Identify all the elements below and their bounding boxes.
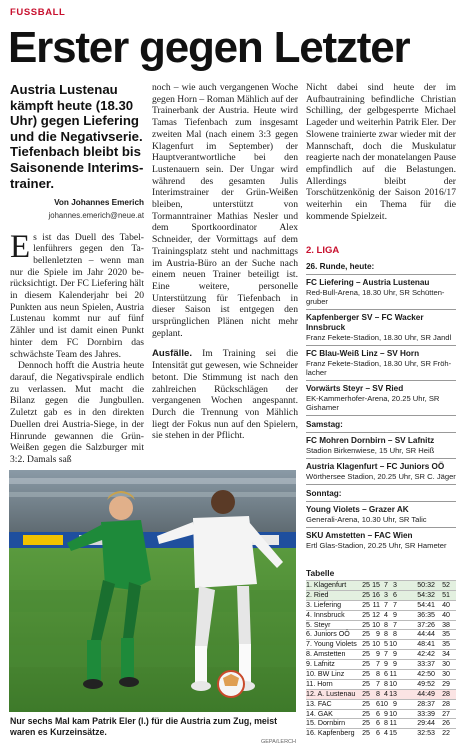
table-cell-goals: 33:37 — [417, 660, 435, 669]
table-cell-gp: 25 — [362, 719, 370, 728]
table-cell-d: 6 — [384, 670, 388, 679]
table-cell-w: 7 — [376, 679, 380, 688]
table-cell-d: 7 — [384, 581, 388, 589]
liga-fixtures — [306, 245, 456, 553]
table-cell-w: 6 — [376, 729, 380, 738]
paragraph-2: Dennoch hofft die Austria heute darauf, die Negativspirale endlich zu verlassen. Mut macht die Bilanz gegen die Jungbullen. Zuletzt gab es in den direkten Duellen drei Austria-Siege, in der Hinrunde gewannen die Grün-Weißen gegen die Salzburger mit 3:2. Damals saß — [10, 360, 144, 465]
table-row — [306, 728, 456, 738]
table-cell-l: 9 — [393, 660, 397, 669]
fixture-teams: Vorwärts Steyr – SV Ried — [306, 384, 404, 393]
table-cell-d: 8 — [384, 679, 388, 688]
fixture-item — [306, 432, 456, 458]
table-cell-pts: 40 — [442, 610, 450, 619]
fixture-venue: Generali-Arena, 10.30 Uhr, SR Talic — [306, 515, 427, 524]
fixture-teams: FC Mohren Dornbirn – SV Lafnitz — [306, 436, 435, 445]
table-cell-l: 10 — [389, 640, 397, 649]
table-cell-gp: 25 — [362, 709, 370, 718]
day-heading-sunday: Sonntag: — [306, 484, 456, 501]
fixture-teams: Young Violets – Grazer AK — [306, 505, 409, 514]
table-row — [306, 610, 456, 620]
table-cell-d: 4 — [384, 689, 388, 698]
table-cell-gp: 25 — [362, 660, 370, 669]
table-cell-goals: 32:53 — [417, 729, 435, 738]
table-row — [306, 669, 456, 679]
table-cell-pts: 27 — [442, 709, 450, 718]
dropcap: E — [10, 228, 31, 265]
table-cell-gp: 25 — [362, 590, 370, 599]
table-cell-d: 8 — [384, 630, 388, 639]
table-row — [306, 689, 456, 699]
byline: Von Johannes Emerich — [54, 198, 144, 208]
table-cell-team: 8. Amstetten — [306, 650, 346, 659]
table-cell-l: 10 — [389, 709, 397, 718]
article-body-col1 — [10, 228, 144, 466]
table-cell-team: 3. Liefering — [306, 600, 342, 609]
table-cell-gp: 25 — [362, 679, 370, 688]
table-row — [306, 620, 456, 630]
paragraph-1 — [10, 228, 144, 361]
fixture-item — [306, 345, 456, 380]
table-cell-goals: 33:39 — [417, 709, 435, 718]
table-cell-w: 6 — [376, 699, 380, 708]
table-cell-l: 13 — [389, 689, 397, 698]
table-cell-gp: 25 — [362, 620, 370, 629]
table-row — [306, 600, 456, 610]
match-photo — [9, 470, 296, 712]
table-cell-gp: 25 — [362, 630, 370, 639]
table-cell-l: 7 — [393, 600, 397, 609]
table-cell-pts: 52 — [442, 581, 450, 589]
table-cell-l: 11 — [389, 670, 397, 679]
table-cell-gp: 25 — [362, 610, 370, 619]
table-cell-pts: 35 — [442, 630, 450, 639]
table-cell-pts: 22 — [442, 729, 450, 738]
round-heading: 26. Runde, heute: — [306, 262, 375, 271]
table-cell-pts: 30 — [442, 670, 450, 679]
table-cell-goals: 54:41 — [417, 600, 435, 609]
table-cell-team: 1. Klagenfurt — [306, 581, 347, 589]
paragraph-4 — [152, 348, 298, 442]
table-cell-team: 2. Ried — [306, 590, 329, 599]
table-cell-goals: 48:41 — [417, 640, 435, 649]
table-cell-pts: 28 — [442, 699, 450, 708]
table-cell-gp: 25 — [362, 600, 370, 609]
fixture-teams: SKU Amstetten – FAC Wien — [306, 531, 413, 540]
table-cell-team: 13. FAC — [306, 699, 332, 708]
table-row — [306, 659, 456, 669]
table-cell-goals: 44:49 — [417, 689, 435, 698]
table-row — [306, 718, 456, 728]
table-cell-gp: 25 — [362, 729, 370, 738]
table-cell-l: 9 — [393, 650, 397, 659]
table-cell-d: 3 — [384, 590, 388, 599]
table-cell-team: 5. Steyr — [306, 620, 331, 629]
fixture-venue: Red-Bull-Arena, 18.30 Uhr, SR Schüttengruber — [306, 288, 445, 306]
table-cell-d: 8 — [384, 719, 388, 728]
fixture-teams: FC Blau-Weiß Linz – SV Horn — [306, 349, 420, 358]
fixture-teams: FC Liefering – Austria Lustenau — [306, 278, 430, 287]
table-cell-l: 6 — [393, 590, 397, 599]
table-cell-team: 9. Lafnitz — [306, 660, 335, 669]
table-cell-gp: 25 — [362, 689, 370, 698]
table-cell-w: 7 — [376, 660, 380, 669]
table-cell-d: 4 — [384, 610, 388, 619]
table-cell-goals: 36:35 — [417, 610, 435, 619]
fixture-venue: Ertl Glas-Stadion, 20.25 Uhr, SR Hameter — [306, 541, 447, 550]
table-cell-d: 9 — [384, 709, 388, 718]
table-cell-pts: 28 — [442, 689, 450, 698]
table-cell-goals: 28:37 — [417, 699, 435, 708]
table-cell-w: 15 — [372, 581, 380, 589]
table-cell-pts: 26 — [442, 719, 450, 728]
fixture-teams: Austria Klagenfurt – FC Juniors OÖ — [306, 462, 445, 471]
standings-table — [306, 568, 456, 738]
table-cell-pts: 29 — [442, 679, 450, 688]
table-cell-team: 12. A. Lustenau — [306, 689, 356, 698]
table-cell-l: 15 — [389, 729, 397, 738]
fixture-venue: Wörthersee Stadion, 20.25 Uhr, SR C. Jäger — [306, 472, 456, 481]
fixture-teams: Kapfenberger SV – FC Wacker Innsbruck — [306, 313, 424, 332]
fixture-venue: Stadion Birkenwiese, 15 Uhr, SR Heiß — [306, 446, 435, 455]
table-cell-pts: 40 — [442, 600, 450, 609]
table-row — [306, 709, 456, 719]
author-email[interactable]: johannes.emerich@neue.at — [48, 210, 144, 220]
table-cell-l: 7 — [393, 620, 397, 629]
table-cell-w: 12 — [372, 610, 380, 619]
table-cell-team: 11. Horn — [306, 679, 333, 688]
table-cell-gp: 25 — [362, 670, 370, 679]
kicker-ausfaelle: Ausfälle. — [152, 348, 192, 360]
headline: Erster gegen Letzter — [8, 23, 410, 72]
table-cell-d: 10 — [380, 699, 388, 708]
liga-title: 2. LIGA — [306, 245, 340, 256]
article-column-1 — [10, 82, 144, 466]
table-cell-w: 8 — [376, 689, 380, 698]
table-cell-team: 14. GAK — [306, 709, 333, 718]
table-cell-d: 8 — [384, 620, 388, 629]
table-cell-pts: 51 — [442, 590, 450, 599]
table-cell-goals: 42:42 — [417, 650, 435, 659]
standings-rows — [306, 580, 456, 738]
table-cell-l: 9 — [393, 699, 397, 708]
paragraph-3: noch – wie auch vergangenen Woche gegen Horn – Roman Mählich auf der Trainerbank der Austria. Heute wird Tamas Tiefenbach zum insgesamt zweiten Mal (nach einem 3:3 gegen Klagenfurt im September) der Hauptverantwortliche bei den Lustenauern sein. Der Ungar wird während des gesamten Julis Interimstrainer der Grün-Weißen bleiben, unterstützt von Tormanntrainer Mathias Nesler und dem Sportkoordinator Alex Schneider, der Vormittags auf dem Trainingsplatz steht und nachmittags im Austria-Büro an der Suche nach einem neuen Trainer beteiligt ist. Eine weitere, personelle Unterstützung für Tiefenbach in dieser Saison ist entgegen den ursprünglichen Plänen nicht mehr geplant. — [152, 82, 298, 339]
paragraph-4-text: Im Training sei die Intensität gut gewesen, wie Schneider betont. Die Stimmung ist nach den zahlreichen Rückschlägen der vergangenen Wochen angespannt. Durch die Trennung von Mählich liegt der Fokus nun auf den Spielern, sie stehen in der Pflicht. — [152, 348, 298, 442]
table-row — [306, 580, 456, 590]
table-cell-goals: 37:26 — [417, 620, 435, 629]
table-cell-l: 3 — [393, 581, 397, 589]
article-column-3 — [306, 82, 456, 222]
fixture-venue: Franz Fekete-Stadion, 18.30 Uhr, SR Jandl — [306, 333, 452, 342]
table-row — [306, 639, 456, 649]
table-cell-l: 8 — [393, 630, 397, 639]
fixture-venue: EK-Kammerhofer-Arena, 20.25 Uhr, SR Gishamer — [306, 394, 440, 412]
table-cell-d: 4 — [384, 729, 388, 738]
table-cell-team: 7. Young Violets — [306, 640, 357, 649]
table-cell-gp: 25 — [362, 581, 370, 589]
table-cell-w: 9 — [376, 630, 380, 639]
table-cell-team: 10. BW Linz — [306, 670, 345, 679]
fixture-item — [306, 458, 456, 484]
table-cell-goals: 29:44 — [417, 719, 435, 728]
section-rubric: FUSSBALL — [10, 7, 66, 18]
fixture-venue: Franz Fekete-Stadion, 18.30 Uhr, SR Fröhlacher — [306, 359, 452, 377]
table-cell-w: 10 — [372, 640, 380, 649]
table-cell-pts: 34 — [442, 650, 450, 659]
fixture-item — [306, 274, 456, 309]
fixture-item — [306, 501, 456, 527]
table-cell-w: 6 — [376, 719, 380, 728]
table-cell-d: 5 — [384, 640, 388, 649]
day-heading-saturday: Samstag: — [306, 415, 456, 432]
table-cell-w: 9 — [376, 650, 380, 659]
table-cell-goals: 49:52 — [417, 679, 435, 688]
table-cell-pts: 35 — [442, 640, 450, 649]
table-cell-goals: 50:32 — [417, 581, 435, 589]
table-cell-goals: 54:32 — [417, 590, 435, 599]
table-row — [306, 590, 456, 600]
table-cell-team: 4. Innsbruck — [306, 610, 345, 619]
table-cell-w: 10 — [372, 620, 380, 629]
article-column-2 — [152, 82, 298, 442]
table-cell-d: 7 — [384, 650, 388, 659]
table-cell-team: 16. Kapfenberg — [306, 729, 355, 738]
photo-image — [9, 470, 296, 712]
table-cell-w: 8 — [376, 670, 380, 679]
table-cell-gp: 25 — [362, 640, 370, 649]
table-row — [306, 699, 456, 709]
photo-credit: GEPA/LERCH — [260, 739, 296, 745]
table-cell-team: 6. Juniors OÖ — [306, 630, 350, 639]
table-cell-goals: 42:50 — [417, 670, 435, 679]
table-row — [306, 649, 456, 659]
table-cell-goals: 44:44 — [417, 630, 435, 639]
table-row — [306, 679, 456, 689]
table-cell-gp: 25 — [362, 650, 370, 659]
table-cell-pts: 30 — [442, 660, 450, 669]
standings-title: Tabelle — [306, 568, 335, 578]
fixture-item — [306, 380, 456, 415]
paragraph-5: Nicht dabei sind heute der im Aufbautraining befindliche Christian Schilling, der gelbgesperrte Michael Lageder und weiterhin Patrik Eler. Der Slowene trainierte zwar wieder mit der Mannschaft, doch die Muskulatur reagierte nach der monatelangen Pause empfindlich auf die Belastungen. Allerdings bleibt der Torschützenkönig der Saison 2016/17 weiterhin ein Thema für die kommende Spielzeit. — [306, 82, 456, 222]
table-cell-l: 10 — [389, 679, 397, 688]
table-cell-w: 16 — [372, 590, 380, 599]
paragraph-1-text: s ist das Duell des Tabellenführers gegen den Tabellenletzten – wenn man nur die Spiele im Jahr 2020 berücksichtigt. Der FC Liefering hält in diesem Kalenderjahr bei 20 Punkten aus neun Spielen, Austria Lustenau kommt nur auf fünf Zähler und ist damit einen Punkt hinter dem FC Dornbirn das schwächste Team des Jahres. — [10, 231, 144, 360]
table-cell-w: 11 — [372, 600, 380, 609]
article-lead: Austria Lustenau kämpft heute (18.30 Uhr) gegen Liefering und die Negativserie. Tiefenbach bleibt bis Saisonende Interimstrainer. — [10, 82, 144, 191]
table-cell-l: 11 — [389, 719, 397, 728]
table-cell-gp: 25 — [362, 699, 370, 708]
table-cell-team: 15. Dornbirn — [306, 719, 346, 728]
table-cell-l: 9 — [393, 610, 397, 619]
table-cell-pts: 38 — [442, 620, 450, 629]
photo-caption: Nur sechs Mal kam Patrik Eler (l.) für die Austria zum Zug, meist waren es Kurzeinsätze. — [10, 716, 278, 737]
table-cell-d: 9 — [384, 660, 388, 669]
table-row — [306, 629, 456, 639]
table-cell-d: 7 — [384, 600, 388, 609]
fixture-item — [306, 309, 456, 345]
table-cell-w: 6 — [376, 709, 380, 718]
fixture-item — [306, 527, 456, 553]
